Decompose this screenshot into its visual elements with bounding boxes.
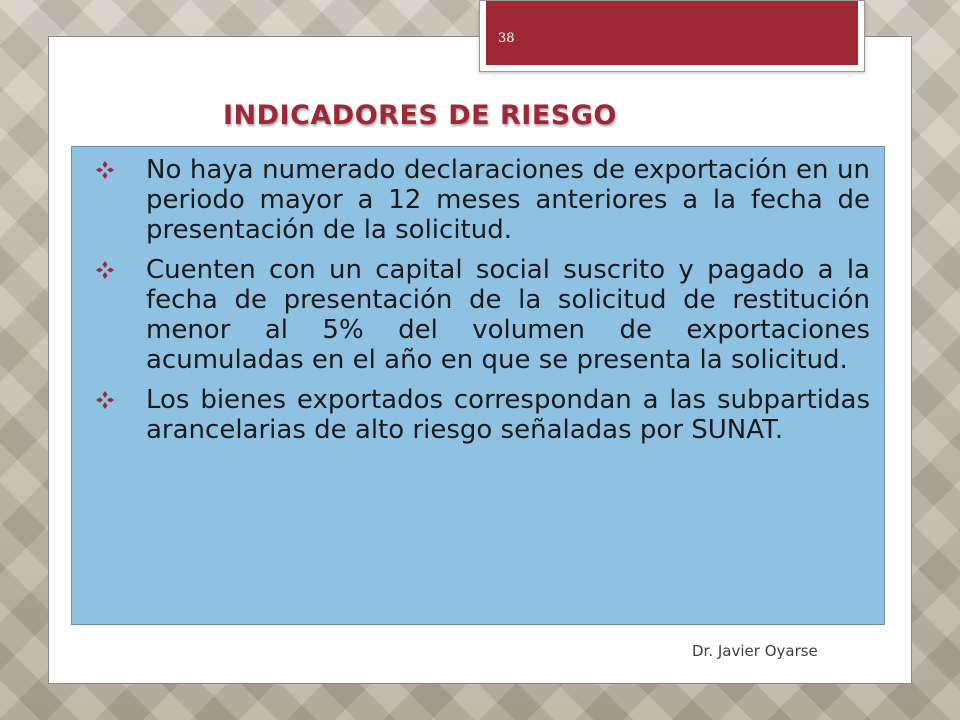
slide-number: 38 — [498, 31, 515, 46]
bullet-item — [72, 255, 884, 375]
diamond-bullet-icon — [95, 160, 115, 180]
bullet-item — [72, 385, 884, 445]
author-footer: Dr. Javier Oyarse — [692, 642, 818, 660]
content-box — [71, 146, 885, 625]
slide-number-tab — [479, 0, 865, 72]
bullet-item — [72, 155, 884, 245]
slide-title: INDICADORES DE RIESGO — [223, 100, 617, 131]
bullet-text: Cuenten con un capital social suscrito y pagado a la fecha de presentación de la solicitud de restitución menor al 5% del volumen de exportaciones acumuladas en el año en que se presenta la solicitud. — [146, 255, 870, 375]
bullet-text: Los bienes exportados correspondan a las subpartidas arancelarias de alto riesgo señaladas por SUNAT. — [146, 385, 870, 445]
diamond-bullet-icon — [95, 390, 115, 410]
bullet-list — [72, 155, 884, 455]
bullet-text: No haya numerado declaraciones de exportación en un periodo mayor a 12 meses anteriores a la fecha de presentación de la solicitud. — [146, 155, 870, 245]
diamond-bullet-icon — [95, 260, 115, 280]
slide-number-tab-fill — [486, 1, 858, 65]
